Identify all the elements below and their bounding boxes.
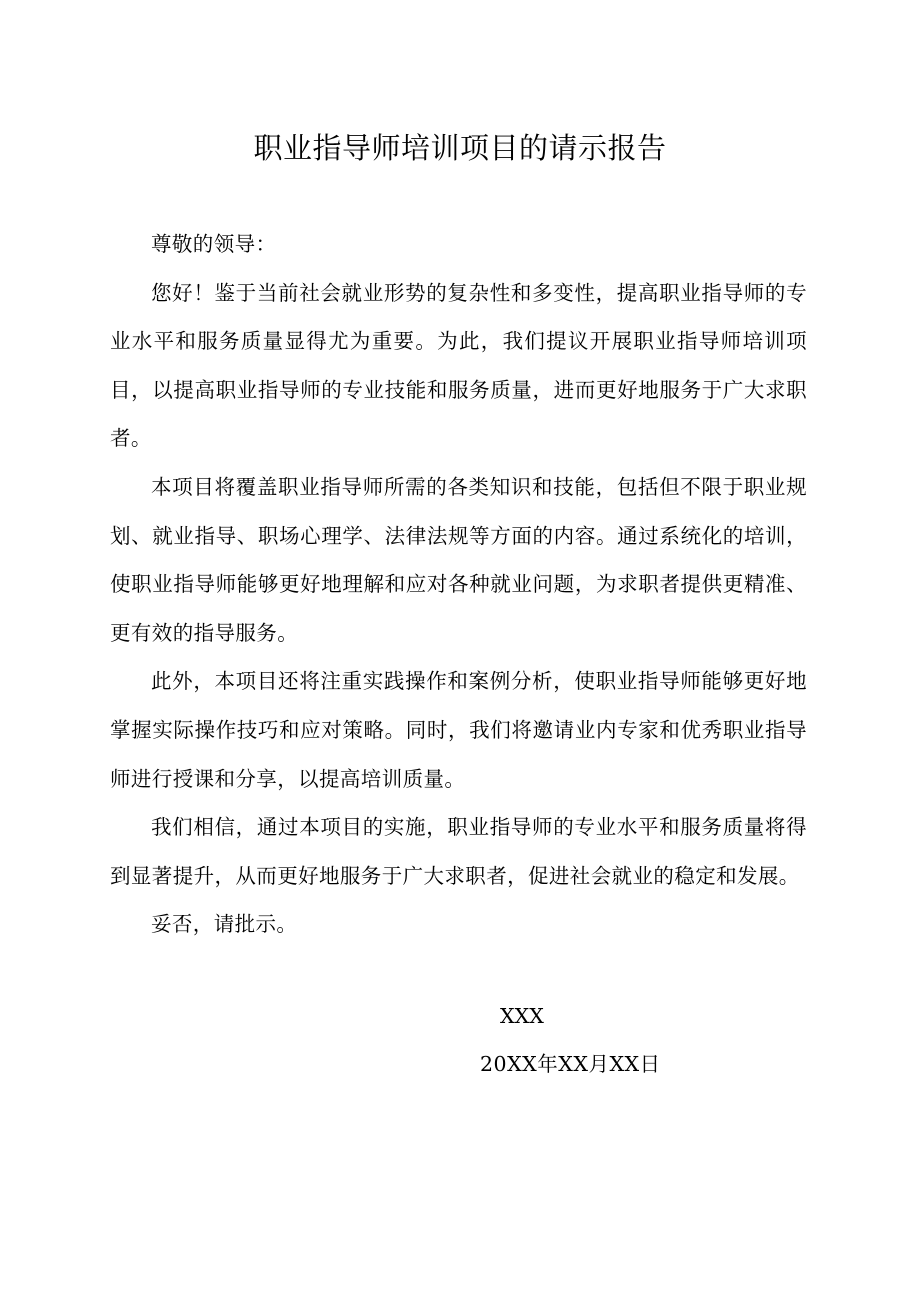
date-line: 20XX年XX月XX日 bbox=[480, 1052, 661, 1076]
paragraph-3: 此外，本项目还将注重实践操作和案例分析，使职业指导师能够更好地掌握实际操作技巧和应对策略。同时，我们将邀请业内专家和优秀职业指导师进行授课和分享，以提高培训质量。 bbox=[110, 669, 807, 791]
paragraph-1: 您好！鉴于当前社会就业形势的复杂性和多变性，提高职业指导师的专业水平和服务质量显得尤为重要。为此，我们提议开展职业指导师培训项目，以提高职业指导师的专业技能和服务质量，进而更好地服务于广大求职者。 bbox=[110, 280, 807, 451]
salutation: 尊敬的领导： bbox=[151, 232, 277, 256]
signature: XXX bbox=[500, 1004, 544, 1028]
paragraph-4: 我们相信，通过本项目的实施，职业指导师的专业水平和服务质量将得到显著提升，从而更好地服务于广大求职者，促进社会就业的稳定和发展。 bbox=[110, 815, 807, 888]
closing-line: 妥否，请批示。 bbox=[151, 912, 298, 937]
document-title: 职业指导师培训项目的请示报告 bbox=[253, 131, 667, 165]
document-body bbox=[110, 220, 807, 949]
paragraph-2: 本项目将覆盖职业指导师所需的各类知识和技能，包括但不限于职业规划、就业指导、职场心理学、法律法规等方面的内容。通过系统化的培训，使职业指导师能够更好地理解和应对各种就业问题，为求职者提供更精准、更有效的指导服务。 bbox=[110, 474, 807, 645]
